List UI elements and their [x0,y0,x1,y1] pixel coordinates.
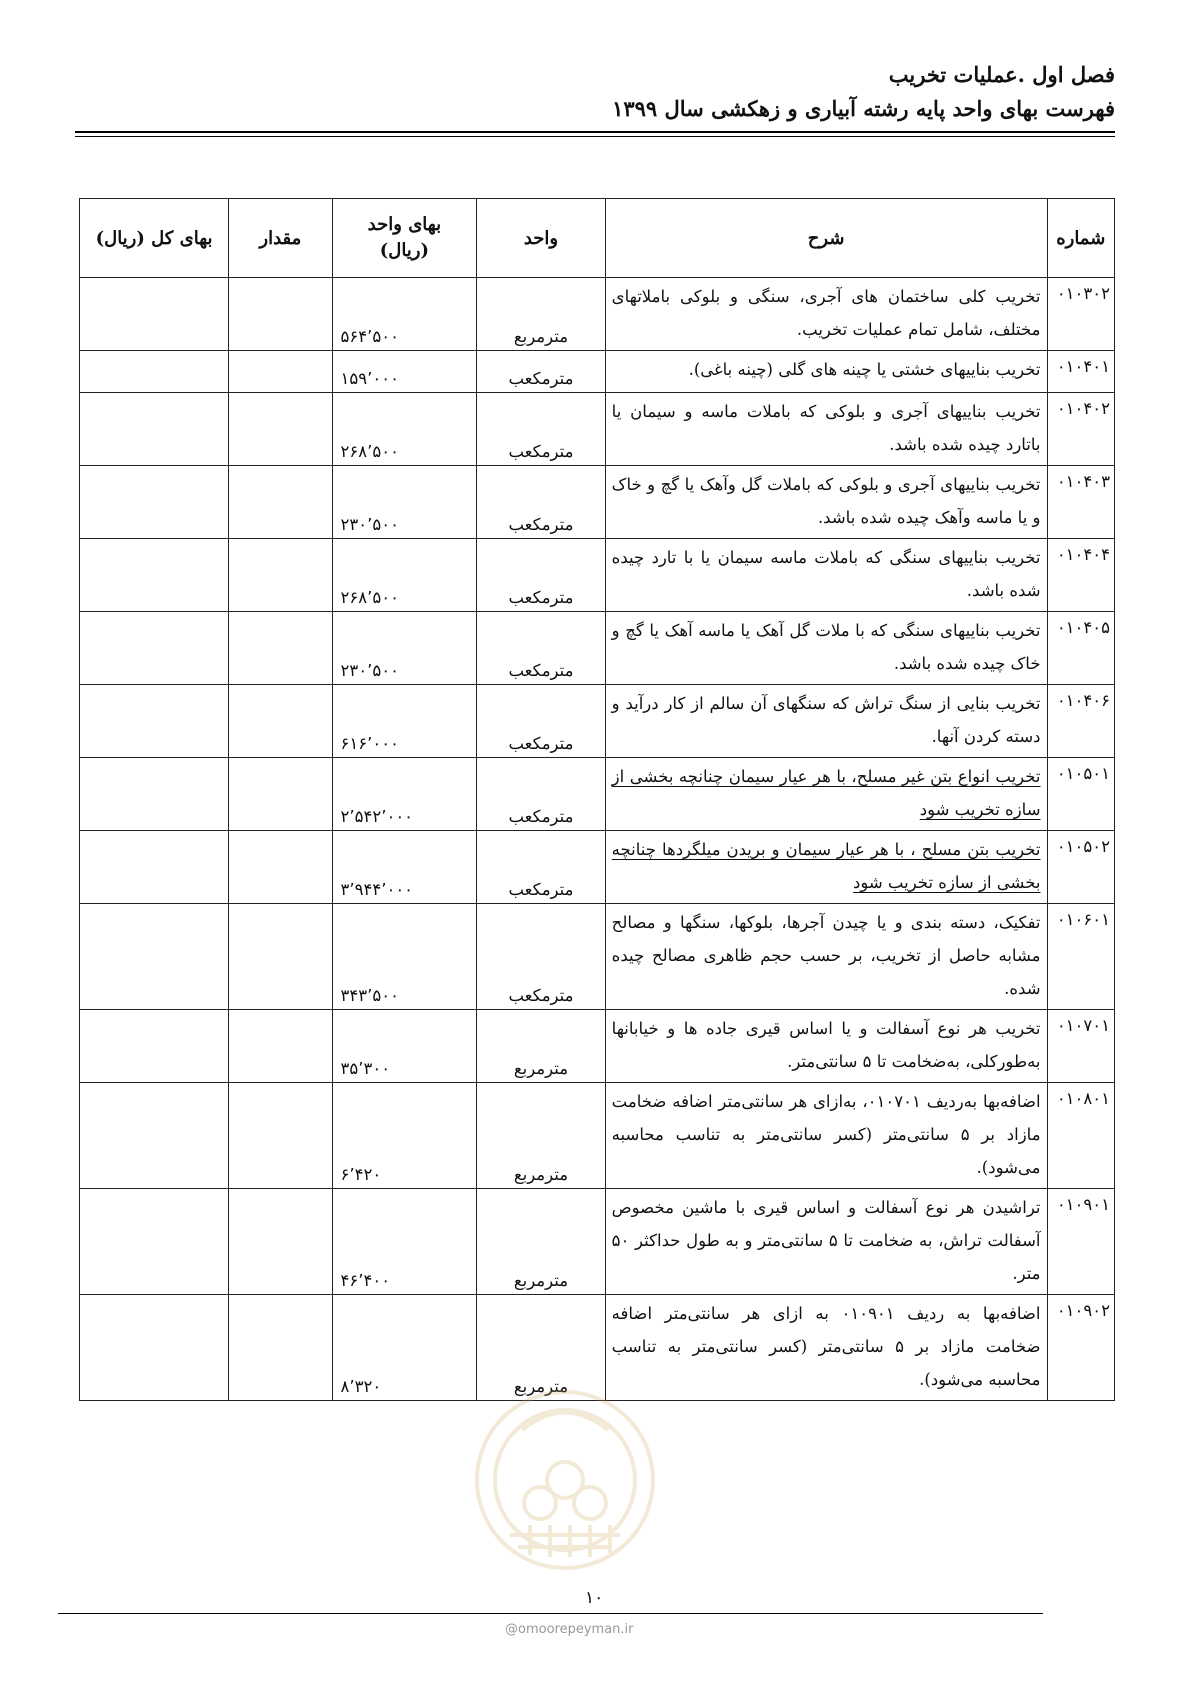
row-description: تخریب هر نوع آسفالت و یا اساس قیری جاده ها و خیابانها به‌طورکلی، به‌ضخامت تا ۵ سانتی‌متر. [605,1010,1047,1083]
row-quantity [229,685,332,758]
row-quantity [229,758,332,831]
row-unit-price: ۳۵٬۳۰۰ [332,1010,477,1083]
table-row [80,466,1115,539]
table-row [80,1010,1115,1083]
row-code: ۰۱۰۳۰۲ [1047,278,1114,351]
table-row [80,1189,1115,1295]
table-row [80,612,1115,685]
row-total-price [80,466,229,539]
row-code: ۰۱۰۸۰۱ [1047,1083,1114,1189]
row-code: ۰۱۰۹۰۲ [1047,1295,1114,1401]
row-unit: مترمکعب [477,685,605,758]
row-quantity [229,904,332,1010]
column-header-total-price: بهای کل (ریال) [80,199,229,278]
row-total-price [80,1189,229,1295]
header-divider-thick [75,131,1115,133]
row-unit: مترمکعب [477,612,605,685]
row-unit: مترمربع [477,1295,605,1401]
table-row [80,278,1115,351]
row-unit: مترمکعب [477,351,605,393]
row-unit: مترمکعب [477,904,605,1010]
row-code: ۰۱۰۴۰۵ [1047,612,1114,685]
row-description: اضافه‌بها به ردیف ۰۱۰۹۰۱ به ازای هر سانتی‌متر اضافه ضخامت مازاد بر ۵ سانتی‌متر (کسر سانتی‌متر به تناسب محاسبه می‌شود). [605,1295,1047,1401]
row-total-price [80,904,229,1010]
column-header-description: شرح [605,199,1047,278]
row-unit-price: ۱۵۹٬۰۰۰ [332,351,477,393]
row-code: ۰۱۰۴۰۶ [1047,685,1114,758]
row-total-price [80,539,229,612]
table-row [80,351,1115,393]
row-quantity [229,466,332,539]
row-quantity [229,1189,332,1295]
table-header-row [80,199,1115,278]
row-unit: مترمکعب [477,539,605,612]
row-total-price [80,685,229,758]
row-description: اضافه‌بها به‌ردیف ۰۱۰۷۰۱، به‌ازای هر سانتی‌متر اضافه ضخامت مازاد بر ۵ سانتی‌متر (کسر سانتی‌متر به تناسب محاسبه می‌شود). [605,1083,1047,1189]
row-quantity [229,539,332,612]
column-header-unit-price-currency: (ریال) [379,240,430,261]
header-divider-thin [75,136,1115,137]
row-description: تخریب بناییهای آجری و بلوکی که باملات ماسه و سیمان یا باتارد چیده شده باشد. [605,393,1047,466]
row-unit: مترمکعب [477,393,605,466]
row-quantity [229,351,332,393]
row-code: ۰۱۰۷۰۱ [1047,1010,1114,1083]
row-total-price [80,393,229,466]
book-title: فهرست بهای واحد پایه رشته آبیاری و زهکشی سال ۱۳۹۹ [612,96,1115,121]
row-description: تخریب بناییهای خشتی یا چینه های گلی (چینه باغی). [605,351,1047,393]
page-header [75,58,1115,126]
row-code: ۰۱۰۴۰۴ [1047,539,1114,612]
table-row [80,758,1115,831]
table-row [80,904,1115,1010]
column-header-quantity: مقدار [229,199,332,278]
row-unit: مترمکعب [477,831,605,904]
row-total-price [80,612,229,685]
row-unit-price: ۲۶۸٬۵۰۰ [332,393,477,466]
row-description: تخریب بناییهای سنگی که با ملات گل آهک یا ماسه آهک یا گچ و خاک چیده شده باشد. [605,612,1047,685]
row-code: ۰۱۰۴۰۳ [1047,466,1114,539]
row-total-price [80,1295,229,1401]
row-unit-price: ۳۴۳٬۵۰۰ [332,904,477,1010]
footer-divider [58,1613,1043,1614]
row-quantity [229,1083,332,1189]
table-row [80,1083,1115,1189]
row-unit-price: ۲۶۸٬۵۰۰ [332,539,477,612]
row-description: تخریب بناییهای آجری و بلوکی که باملات گل وآهک یا گچ و خاک و یا ماسه وآهک چیده شده باشد. [605,466,1047,539]
row-description: تفکیک، دسته بندی و یا چیدن آجرها، بلوکها، سنگها و مصالح مشابه حاصل از تخریب، بر حسب حجم ظاهری مصالح چیده شده. [605,904,1047,1010]
row-description: تخریب بناییهای سنگی که باملات ماسه سیمان یا با تارد چیده شده باشد. [605,539,1047,612]
row-unit: مترمکعب [477,466,605,539]
row-code: ۰۱۰۵۰۱ [1047,758,1114,831]
row-total-price [80,351,229,393]
site-credit: @omoorepeyman.ir [505,1622,634,1637]
row-description: تخریب انواع بتن غیر مسلح، با هر عیار سیمان چنانچه بخشی از سازه تخریب شود [605,758,1047,831]
row-code: ۰۱۰۴۰۲ [1047,393,1114,466]
row-description: تخریب بتن مسلح ، با هر عیار سیمان و بریدن میلگردها چنانچه بخشی از سازه تخریب شود [605,831,1047,904]
seal-logo-watermark [470,1385,660,1575]
row-description: تراشیدن هر نوع آسفالت و اساس قیری با ماشین مخصوص آسفالت تراش، به ضخامت تا ۵ سانتی‌متر و به طول حداکثر ۵۰ متر. [605,1189,1047,1295]
column-header-unit: واحد [477,199,605,278]
row-quantity [229,393,332,466]
column-header-unit-price [332,199,477,278]
row-unit-price: ۲۳۰٬۵۰۰ [332,466,477,539]
table-row [80,539,1115,612]
row-quantity [229,612,332,685]
row-total-price [80,831,229,904]
row-unit: مترمربع [477,1083,605,1189]
column-header-unit-price-label: بهای واحد [367,214,442,235]
row-quantity [229,278,332,351]
row-unit: مترمربع [477,1189,605,1295]
row-unit: مترمربع [477,1010,605,1083]
row-total-price [80,1083,229,1189]
row-total-price [80,758,229,831]
row-total-price [80,278,229,351]
row-unit-price: ۳٬۹۴۴٬۰۰۰ [332,831,477,904]
row-code: ۰۱۰۵۰۲ [1047,831,1114,904]
row-code: ۰۱۰۶۰۱ [1047,904,1114,1010]
column-header-code: شماره [1047,199,1114,278]
row-total-price [80,1010,229,1083]
table-row [80,831,1115,904]
table-body [80,278,1115,1401]
row-quantity [229,831,332,904]
row-unit-price: ۲۳۰٬۵۰۰ [332,612,477,685]
row-unit-price: ۸٬۳۲۰ [332,1295,477,1401]
row-unit-price: ۶۱۶٬۰۰۰ [332,685,477,758]
row-unit: مترمربع [477,278,605,351]
row-unit-price: ۴۶٬۴۰۰ [332,1189,477,1295]
table-row [80,393,1115,466]
row-quantity [229,1010,332,1083]
row-description: تخریب بنایی از سنگ تراش که سنگهای آن سالم از کار درآید و دسته کردن آنها. [605,685,1047,758]
row-unit-price: ۲٬۵۴۲٬۰۰۰ [332,758,477,831]
row-unit-price: ۶٬۴۲۰ [332,1083,477,1189]
row-code: ۰۱۰۹۰۱ [1047,1189,1114,1295]
row-unit-price: ۵۶۴٬۵۰۰ [332,278,477,351]
row-quantity [229,1295,332,1401]
chapter-title: فصل اول .عملیات تخریب [888,62,1115,87]
table-row [80,685,1115,758]
page-number: ۱۰ [585,1588,604,1608]
row-unit: مترمکعب [477,758,605,831]
row-code: ۰۱۰۴۰۱ [1047,351,1114,393]
row-description: تخریب کلی ساختمان های آجری، سنگی و بلوکی باملاتهای مختلف، شامل تمام عملیات تخریب. [605,278,1047,351]
price-list-table [79,198,1115,1401]
